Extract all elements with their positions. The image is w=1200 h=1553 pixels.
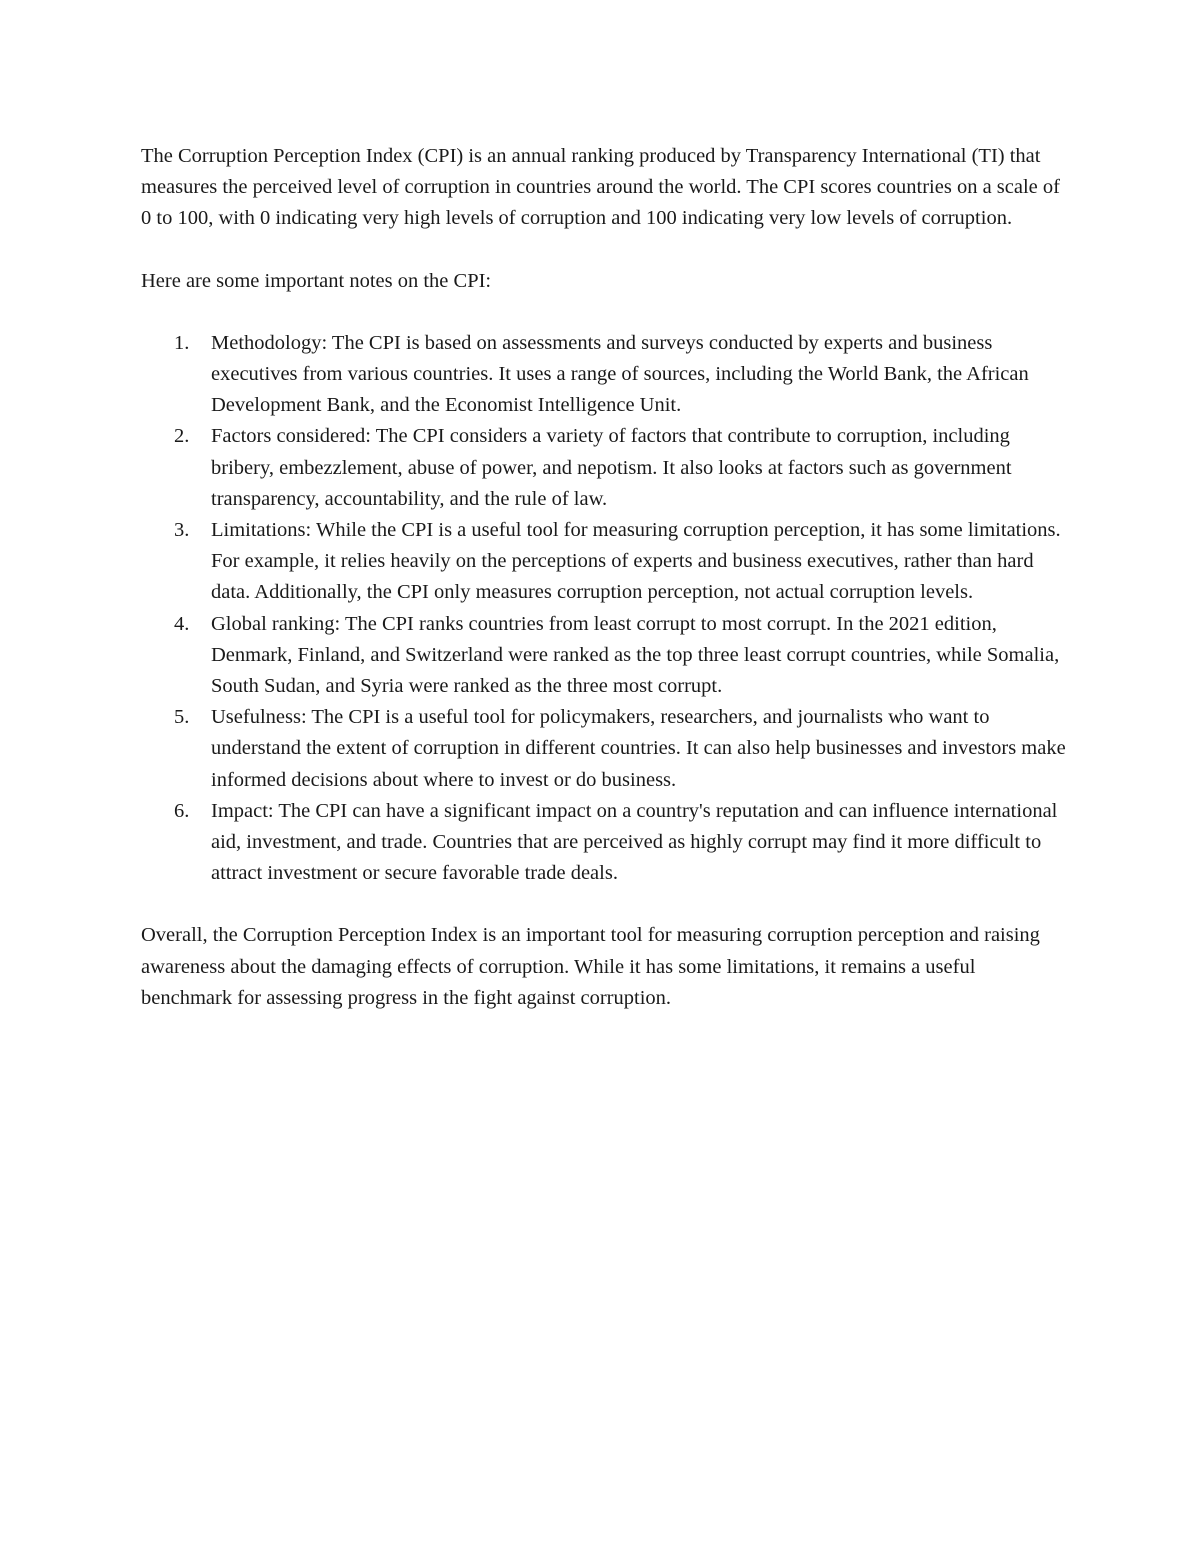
list-item-number: 6. (174, 799, 190, 822)
list-item-number: 5. (174, 706, 190, 729)
list-item-number: 1. (174, 331, 190, 354)
document-body (141, 141, 1066, 1014)
list-item (141, 421, 1066, 515)
intro-paragraph: The Corruption Perception Index (CPI) is an annual ranking produced by Transparency International (TI) that measures the perceived level of corruption in countries around the world. The CPI scores countries on a scale of 0 to 100, with 0 indicating very high levels of corruption and 100 indicating very low levels of corruption. (141, 145, 1060, 230)
list-item (141, 328, 1066, 422)
list-item-text: Methodology: The CPI is based on assessments and surveys conducted by experts and business executives from various countries. It uses a range of sources, including the World Bank, the African Development Bank, and the Economist Intelligence Unit. (211, 331, 1029, 417)
notes-lead-paragraph: Here are some important notes on the CPI: (141, 269, 492, 292)
list-item-number: 2. (174, 425, 190, 448)
list-item-number: 3. (174, 519, 190, 542)
list-item-text: Factors considered: The CPI considers a variety of factors that contribute to corruption, including bribery, embezzlement, abuse of power, and nepotism. It also looks at factors such as government transparency, accountability, and the rule of law. (211, 425, 1012, 510)
list-item (141, 796, 1066, 890)
list-item (141, 702, 1066, 796)
conclusion-paragraph: Overall, the Corruption Perception Index is an important tool for measuring corruption perception and raising awareness about the damaging effects of corruption. While it has some limitations, it remains a useful benchmark for assessing progress in the fight against corruption. (141, 924, 1040, 1009)
notes-list (141, 328, 1066, 890)
list-item-text: Impact: The CPI can have a significant impact on a country's reputation and can influence international aid, investment, and trade. Countries that are perceived as highly corrupt may find it more difficult to attract investment or secure favorable trade deals. (211, 799, 1058, 885)
list-item-number: 4. (174, 612, 190, 635)
list-item-text: Global ranking: The CPI ranks countries from least corrupt to most corrupt. In the 2021 edition, Denmark, Finland, and Switzerland were ranked as the top three least corrupt countries, while Somalia, South Sudan, and Syria were ranked as the three most corrupt. (211, 612, 1060, 698)
list-item (141, 515, 1066, 609)
list-item-text: Limitations: While the CPI is a useful tool for measuring corruption perception, it has some limitations. For example, it relies heavily on the perceptions of experts and business executives, rather than hard data. Additionally, the CPI only measures corruption perception, not actual corruption levels. (211, 519, 1061, 604)
list-item (141, 609, 1066, 703)
list-item-text: Usefulness: The CPI is a useful tool for policymakers, researchers, and journalists who want to understand the extent of corruption in different countries. It can also help businesses and investors make informed decisions about where to invest or do business. (211, 706, 1066, 791)
